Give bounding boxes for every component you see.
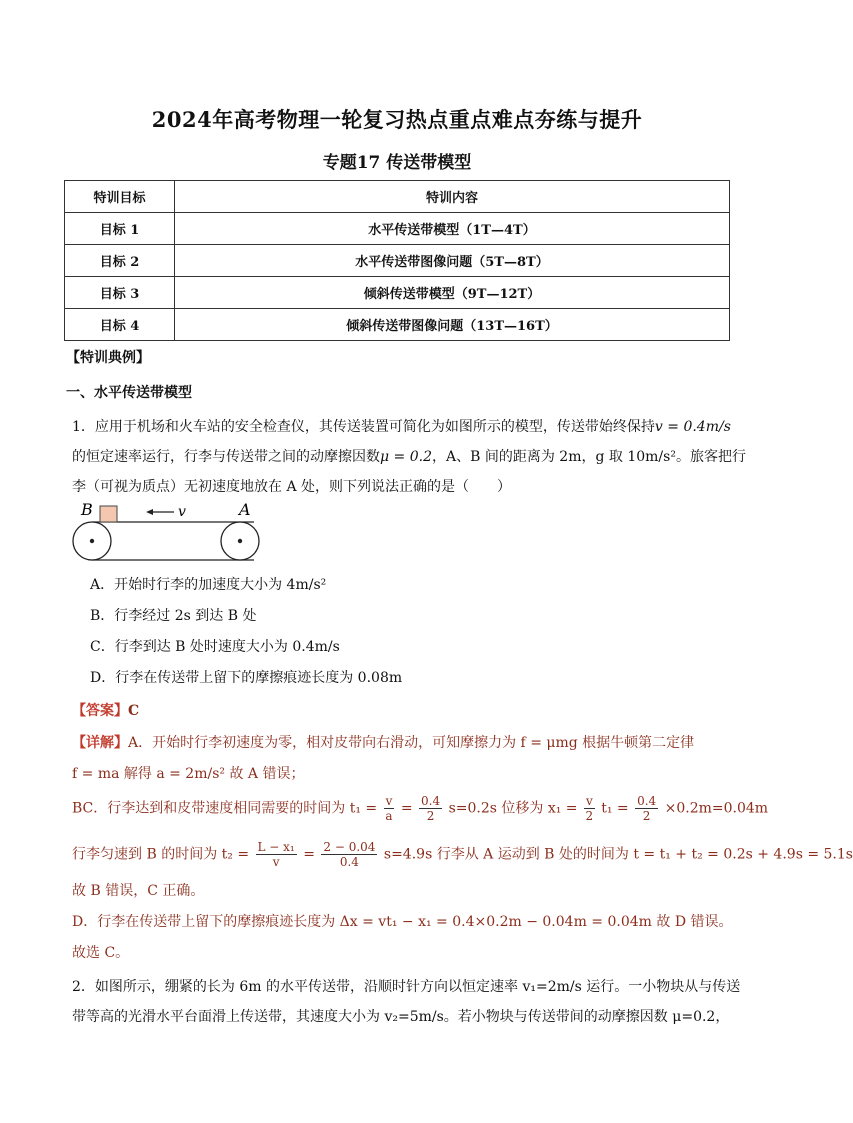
table-row [65, 309, 730, 341]
q1-speed-formula: v = 0.4m/s [654, 419, 731, 435]
numerator: v [585, 794, 593, 808]
goal-target: 目标 1 [65, 213, 175, 245]
section-heading: 一、水平传送带模型 [66, 385, 192, 401]
denominator: 2 [642, 809, 651, 823]
goal-content: 倾斜传送带图像问题（13T—16T） [175, 309, 730, 341]
q1-detail-line1 [72, 732, 694, 752]
detail-label: 【详解】 [72, 735, 128, 751]
conveyor-belt-diagram [72, 500, 272, 564]
goal-content: 水平传送带图像问题（5T—8T） [175, 245, 730, 277]
q1-option-c: C．行李到达 B 处时速度大小为 0.4m/s [90, 639, 340, 655]
q1-stem-text: 1．应用于机场和火车站的安全检查仪，其传送装置可简化为如图所示的模型，传送带始终保持 [72, 419, 655, 435]
q1-mu-formula: μ = 0.2 [380, 449, 432, 465]
velocity-label: v [178, 504, 186, 520]
luggage-box [100, 506, 117, 522]
table-header-content: 特训内容 [175, 181, 730, 213]
q2-stem-line2: 带等高的光滑水平台面滑上传送带，其速度大小为 v₂=5m/s。若小物块与传送带间的动摩擦因数 μ=0.2， [72, 1009, 730, 1025]
answer-value: C [128, 703, 140, 719]
point-a-label: A [239, 500, 251, 519]
goal-content: 水平传送带模型（1T—4T） [175, 213, 730, 245]
q1-detail-line7: 故选 C。 [72, 945, 130, 961]
detail-text: A．开始时行李初速度为零，相对皮带向右滑动，可知摩擦力为 f = μmg 根据牛顿第二定律 [128, 735, 695, 751]
training-goals-table [64, 180, 730, 341]
q1-stem-line2 [72, 446, 746, 466]
q1-stem-text: ，A、B 间的距离为 2m，g 取 10m/s²。旅客把行 [432, 449, 746, 465]
denominator: 2 [426, 809, 435, 823]
answer-label: 【答案】 [72, 703, 128, 719]
numerator: L − x₁ [257, 840, 295, 854]
numerator: 0.4 [421, 794, 441, 808]
detail-text: BC．行李达到和皮带速度相同需要的时间为 t₁ = [72, 800, 378, 817]
fraction [384, 794, 395, 823]
detail-text: s=4.9s 行李从 A 运动到 B 处的时间为 t = t₁ + t₂ = 0.2s + 4.9s = 5.1s [383, 846, 853, 863]
detail-text: ×0.2m=0.04m [664, 800, 769, 817]
numerator: 0.4 [637, 794, 657, 808]
table-header-target: 特训目标 [65, 181, 175, 213]
q1-detail-line4 [72, 840, 853, 869]
fraction [419, 794, 442, 823]
fraction [635, 794, 658, 823]
denominator: 2 [585, 809, 594, 823]
q2-stem-line1: 2．如图所示，绷紧的长为 6m 的水平传送带，沿顺时针方向以恒定速率 v₁=2m/s 运行。一小物块从与传送 [72, 979, 741, 995]
numerator: v [385, 794, 393, 808]
q1-stem-line1 [72, 416, 731, 436]
goal-target: 目标 3 [65, 277, 175, 309]
q1-detail-line5: 故 B 错误，C 正确。 [72, 883, 205, 899]
numerator: 2 − 0.04 [323, 840, 376, 854]
q1-option-a: A．开始时行李的加速度大小为 4m/s² [90, 577, 327, 593]
q1-stem-line3: 李（可视为质点）无初速度地放在 A 处，则下列说法正确的是（ ） [72, 479, 512, 495]
q1-detail-line2: f = ma 解得 a = 2m/s² 故 A 错误； [72, 766, 305, 782]
velocity-arrowhead [146, 509, 153, 515]
detail-text: = [303, 846, 315, 863]
document-title: 2024年高考物理一轮复习热点重点难点夯练与提升 [151, 107, 643, 132]
table-row [65, 245, 730, 277]
q1-answer [72, 700, 139, 720]
table-header-row [65, 181, 730, 213]
q1-detail-line3 [72, 794, 768, 823]
denominator: a [385, 809, 393, 823]
q1-stem-text: 的恒定速率运行，行李与传送带之间的动摩擦因数 [72, 449, 380, 465]
detail-text: t₁ = [601, 800, 629, 817]
q1-option-d: D．行李在传送带上留下的摩擦痕迹长度为 0.08m [90, 670, 403, 686]
fraction [256, 840, 297, 869]
table-row [65, 277, 730, 309]
goal-target: 目标 4 [65, 309, 175, 341]
denominator: 0.4 [339, 855, 359, 869]
detail-text: = [400, 800, 413, 817]
topic-subtitle: 专题17 传送带模型 [322, 153, 472, 173]
detail-text: s=0.2s 位移为 x₁ = [448, 800, 578, 817]
left-pulley-axle [90, 539, 94, 543]
q1-detail-line6: D．行李在传送带上留下的摩擦痕迹长度为 Δx = vt₁ − x₁ = 0.4×0.2m − 0.04m = 0.04m 故 D 错误。 [72, 914, 733, 930]
goal-target: 目标 2 [65, 245, 175, 277]
table-row [65, 213, 730, 245]
denominator: v [272, 855, 280, 869]
fraction [321, 840, 377, 869]
point-b-label: B [81, 500, 93, 519]
q1-option-b: B．行李经过 2s 到达 B 处 [90, 608, 257, 624]
fraction [584, 794, 595, 823]
section-label: 【特训典例】 [66, 350, 150, 366]
detail-text: 行李匀速到 B 的时间为 t₂ = [72, 846, 250, 863]
goal-content: 倾斜传送带模型（9T—12T） [175, 277, 730, 309]
right-pulley-axle [238, 539, 242, 543]
